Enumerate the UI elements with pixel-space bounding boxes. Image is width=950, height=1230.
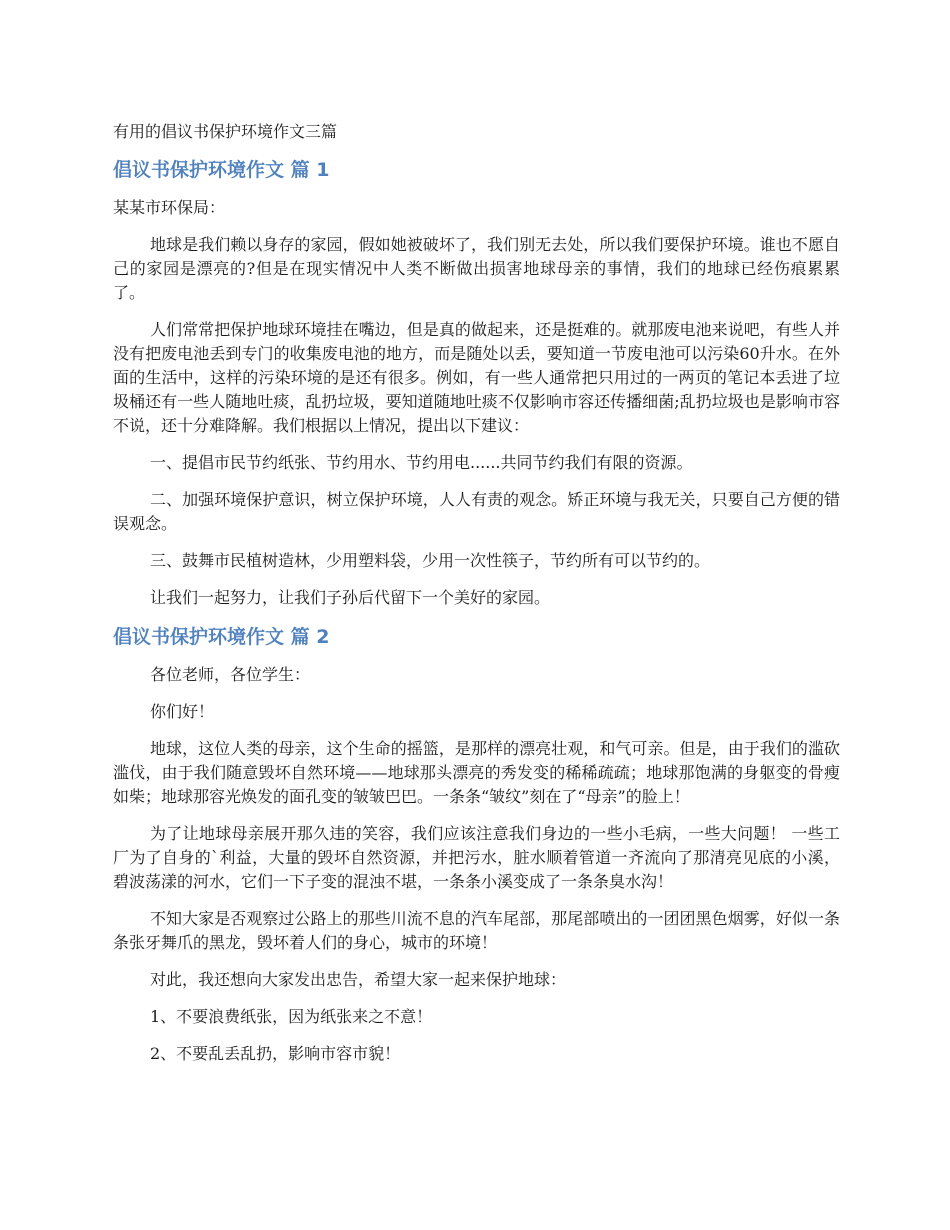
document-page — [113, 120, 840, 1079]
paragraph: 不知大家是否观察过公路上的那些川流不息的汽车尾部，那尾部喷出的一团团黑色烟雾，好似一条条张牙舞爪的黑龙，毁坏着人们的身心，城市的环境！ — [113, 909, 840, 952]
paragraph: 为了让地球母亲展开那久违的笑容，我们应该注意我们身边的一些小毛病，一些大问题！ 一些工厂为了自身的`利益，大量的毁坏自然资源，并把污水，脏水顺着管道一齐流向了那清亮见底的小溪，碧波荡漾的河水，它们一下子变的混浊不堪，一条条小溪变成了一条条臭水沟！ — [113, 824, 840, 891]
paragraph: 人们常常把保护地球环境挂在嘴边，但是真的做起来，还是挺难的。就那废电池来说吧，有些人并没有把废电池丢到专门的收集废电池的地方，而是随处以丢，要知道一节废电池可以污染60升水。在外面的生活中，这样的污染环境的是还有很多。例如，有一些人通常把只用过的一两页的笔记本丢进了垃圾桶还有一些人随地吐痰，乱扔垃圾，要知道随地吐痰不仅影响市容还传播细菌;乱扔垃圾也是影响市容不说，还十分难降解。我们根据以上情况，提出以下建议： — [113, 320, 840, 435]
list-item: 2、不要乱丢乱扔，影响市容市貌！ — [150, 1044, 401, 1063]
recipient-line: 某某市环保局： — [113, 198, 226, 217]
closing-paragraph: 让我们一起努力，让我们子孙后代留下一个美好的家园。 — [150, 588, 551, 607]
list-item: 1、不要浪费纸张，因为纸张来之不意！ — [150, 1007, 433, 1026]
proposal-item: 二、加强环境保护意识，树立保护环境，人人有责的观念。矫正环境与我无关，只要自己方便的错误观念。 — [113, 490, 840, 533]
document-title: 有用的倡议书保护环境作文三篇 — [113, 122, 338, 141]
section-heading-1: 倡议书保护环境作文 篇 1 — [113, 159, 330, 181]
greeting-line: 各位老师，各位学生： — [150, 665, 311, 684]
section-heading-2: 倡议书保护环境作文 篇 2 — [113, 626, 330, 648]
paragraph: 对此，我还想向大家发出忠告，希望大家一起来保护地球： — [150, 970, 567, 989]
proposal-item: 三、鼓舞市民植树造林，少用塑料袋，少用一次性筷子，节约所有可以节约的。 — [150, 551, 711, 570]
paragraph: 地球，这位人类的母亲，这个生命的摇篮，是那样的漂亮壮观，和气可亲。但是，由于我们的滥砍滥伐，由于我们随意毁坏自然环境——地球那头漂亮的秀发变的稀稀疏疏；地球那饱满的身躯变的骨瘦如柴；地球那容光焕发的面孔变的皱皱巴巴。一条条“皱纹”刻在了“母亲”的脸上！ — [113, 739, 840, 806]
proposal-item: 一、提倡市民节约纸张、节约用水、节约用电......共同节约我们有限的资源。 — [150, 453, 693, 472]
greeting-line: 你们好！ — [150, 702, 215, 721]
paragraph: 地球是我们赖以身存的家园，假如她被破坏了，我们别无去处，所以我们要保护环境。谁也不愿自己的家园是漂亮的?但是在现实情况中人类不断做出损害地球母亲的事情，我们的地球已经伤痕累累了。 — [113, 235, 840, 302]
